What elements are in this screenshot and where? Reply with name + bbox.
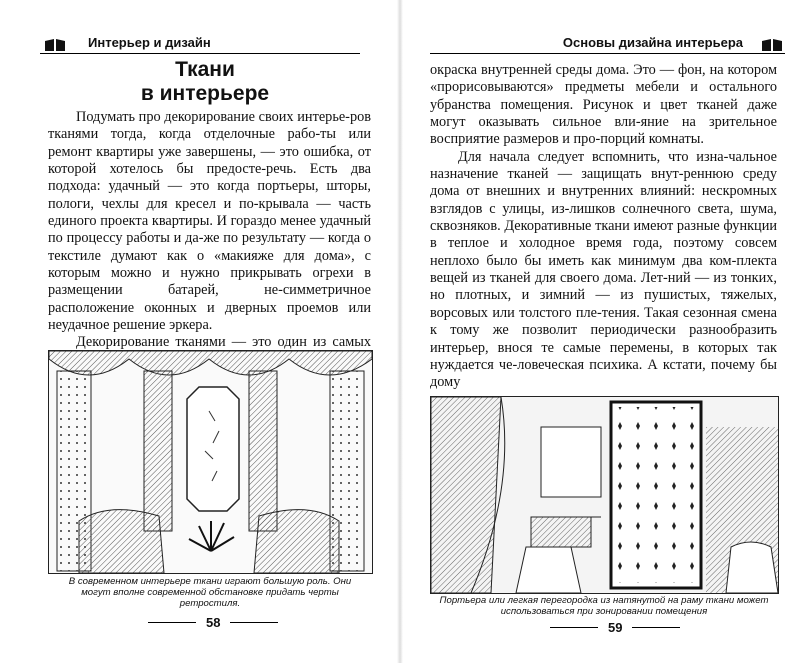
right-page xyxy=(402,0,800,663)
figure-caption-right: Портьера или легкая перегородка из натянутой на раму ткани может использоваться при зонировании помещения xyxy=(439,595,769,617)
left-page xyxy=(0,0,398,663)
paragraph: Для начала следует вспомнить, что изна-чальное назначение тканей — защищать внут-реннюю среду дома от внешних и внутренних влияний: нескромных взглядов с улицы, из-лишков солнечного света, шума, сквозняков. Декоративные ткани имеют разные функции в теплое и холодное время года, поэтому совсем неплохо было бы иметь как минимум два ком-плекта вещей из тканей для своего дома. Лет-ний — из тонких, но плотных, и зимний — из пушистых, тяжелых, ворсовых или толстого пле-тения. Такая сезонная смена к тому же позволит периодически разнообразить интерьер, внося те самые перемены, в которых так нуждается че-ловеческая психика. А кстати, почему бы дому xyxy=(430,148,777,391)
page-number: 58 xyxy=(206,615,221,630)
paragraph: окраска внутренней среды дома. Это — фон, на котором «прорисовываются» предметы мебели и остального убранства помещения. Рисунок и цвет тканей даже могут оказывать сильное вли-яние на зрительное восприятие размеров и про-порций комнаты. xyxy=(430,62,777,148)
running-head-right xyxy=(430,26,785,56)
body-text-left xyxy=(48,109,371,387)
body-text-right xyxy=(430,62,777,392)
running-head-rule xyxy=(40,53,360,54)
page-number-left xyxy=(148,615,278,630)
page-number-right xyxy=(550,620,680,635)
running-head-rule xyxy=(430,53,785,54)
running-head-title: Основы дизайна интерьера xyxy=(562,35,743,50)
chapter-title xyxy=(55,58,355,106)
paragraph: Декорирование тканями — это один из самых xyxy=(76,334,371,351)
running-head-left xyxy=(40,26,360,56)
book-icon xyxy=(44,38,66,52)
running-head-title: Интерьер и дизайн xyxy=(88,35,211,50)
page-number: 59 xyxy=(608,620,623,635)
curtains-illustration xyxy=(48,350,373,574)
figure-caption-left: В современном интерьере ткани играют большую роль. Они могут вполне современной обстановке придать черты ретростиля. xyxy=(68,576,352,609)
chapter-title-line-2: в интерьере xyxy=(140,82,270,105)
folio-rule xyxy=(632,627,680,628)
folio-rule xyxy=(230,622,278,623)
chapter-title-line-1: Ткани xyxy=(175,58,235,81)
folio-rule xyxy=(550,627,598,628)
folio-rule xyxy=(148,622,196,623)
room-partition-illustration xyxy=(430,396,779,594)
paragraph: Подумать про декорирование своих интерье-ров тканями тогда, когда отделочные рабо-ты или ремонт квартиры уже завершены, — это ошибка, от которой хотелось бы предосте-речь. Есть два подхода: удачный — это когда портьеры, шторы, пологи, чехлы для кресел и по-крывала — часть единого проекта квартиры. И гораздо менее удачный по процессу работы и да-же по результату — когда о текстиле думают как о «макияже для дома», с которым можно и нужно прикрывать огрехи в размещении батарей, не-симметричное расположение оконных и дверных проемов или неудачное решение эркера. xyxy=(48,109,371,334)
book-icon xyxy=(761,38,783,52)
